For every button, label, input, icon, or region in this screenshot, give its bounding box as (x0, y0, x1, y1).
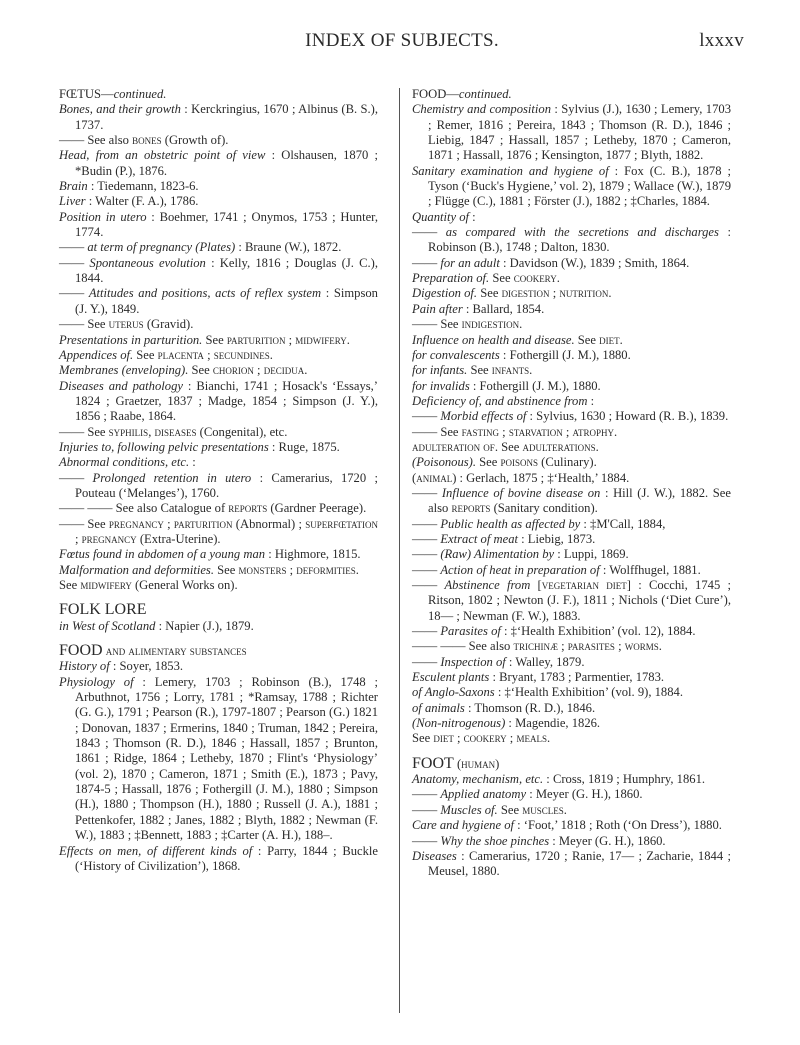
index-entry: —— Influence of bovine disease on : Hill (J. W.), 1882. See also reports (Sanitary condition). (412, 485, 731, 516)
index-entry: Position in utero : Boehmer, 1741 ; Onymos, 1753 ; Hunter, 1774. (59, 209, 378, 240)
index-entry: Head, from an obstetric point of view : Olshausen, 1870 ; *Budin (P.), 1876. (59, 148, 378, 178)
index-entry: —— See fasting ; starvation ; atrophy. (412, 424, 618, 439)
index-entry: Liver : Walter (F. A.), 1786. (59, 194, 199, 209)
index-entry: (animal) : Gerlach, 1875 ; ‡‘Health,’ 1884. (412, 470, 630, 485)
index-entry: for infants. See infants. (412, 363, 533, 378)
index-entry: —— Applied anatomy : Meyer (G. H.), 1860. (412, 787, 643, 802)
index-entry: Presentations in parturition. See parturition ; midwifery. (59, 332, 350, 347)
page-number: lxxxv (699, 30, 744, 51)
index-entry: —— Attitudes and positions, acts of reflex system : Simpson (J. Y.), 1849. (59, 286, 378, 316)
index-entry: Fœtus found in abdomen of a young man : Highmore, 1815. (59, 547, 361, 562)
index-entry: See midwifery (General Works on). (59, 578, 238, 592)
index-entry: —— Public health as affected by : ‡M'Call, 1884, (412, 516, 666, 531)
index-entry: —— Inspection of : Walley, 1879. (412, 654, 585, 669)
index-entry: —— Why the shoe pinches : Meyer (G. H.), 1860. (412, 833, 666, 848)
index-entry: —— Action of heat in preparation of : Wolffhugel, 1881. (412, 562, 701, 577)
index-heading: FOOT (human) (412, 754, 500, 772)
index-entry: —— Prolonged retention in utero : Camerarius, 1720 ; Pouteau (‘Melanges’), 1760. (59, 470, 379, 500)
index-entry: Anatomy, mechanism, etc. : Cross, 1819 ; Humphry, 1861. (412, 772, 706, 787)
index-entry: Injuries to, following pelvic presentations : Ruge, 1875. (59, 439, 340, 454)
index-entry: —— —— See also Catalogue of reports (Gardner Peerage). (59, 501, 367, 516)
index-entry: See diet ; cookery ; meals. (412, 731, 551, 746)
left-column (59, 87, 378, 874)
index-entry: for invalids : Fothergill (J. M.), 1880. (412, 378, 601, 393)
index-entry: for convalescents : Fothergill (J. M.), 1880. (412, 347, 631, 362)
index-entry: Physiology of : Lemery, 1703 ; Robinson (B.), 1748 ; Arbuthnot, 1756 ; Lorry, 1781 ; *Ramsay, 1788 ; Richter (G. G.), 1791 ; Pearson (R.), 1797-1807 ; Pearson (G.) 1821 ; Donovan, 1837 ; Ermerins, 1840 ; Truman, 1842 ; Pereira, 1843 ; Thomson (R. D.), 1846 ; Hassall, 1857 ; Brunton, 1861 ; Ridge, 1864 ; Letheby, 1870 ; Flint's ‘Physiology’ (vol. 2), 1870 ; Cameron, 1871 ; Smith (E.), 1873 ; Pavy, 1874-5 ; Hassall, 1876 ; Fothergill (J. M.), 1880 ; Simpson (H.), 1880 ; Thompson (H.), 1880 ; Russell (J. A.), 1881 ; Pettenkofer, 1882 ; Janes, 1882 ; Blyth, 1882 ; Newman (F. W.), 1883 ; ‡Bennett, 1883 ; ‡Carter (A. H.), 188–. (59, 674, 378, 843)
index-entry: —— See indigestion. (412, 317, 523, 332)
index-entry: Effects on men, of different kinds of : Parry, 1844 ; Buckle (‘History of Civilization’), 1868. (59, 843, 378, 873)
index-entry: —— See syphilis, diseases (Congenital), etc. (59, 424, 288, 439)
index-entry: adulteration of. See adulterations. (412, 439, 599, 454)
index-entry: —— Spontaneous evolution : Kelly, 1816 ; Douglas (J. C.), 1844. (59, 255, 378, 286)
index-entry: Brain : Tiedemann, 1823-6. (59, 179, 199, 194)
index-entry: —— as compared with the secretions and discharges : Robinson (B.), 1748 ; Dalton, 1830. (412, 225, 732, 255)
index-entry: —— See uterus (Gravid). (59, 317, 194, 332)
running-title: INDEX OF SUBJECTS. (305, 30, 499, 51)
index-entry: —— —— See also trichinæ ; parasites ; worms. (412, 639, 662, 654)
index-heading: FOOD and alimentary substances (59, 642, 247, 660)
index-heading: FŒTUS—continued. (59, 87, 167, 101)
right-column (412, 87, 731, 880)
index-entry: —— at term of pregnancy (Plates) : Braune (W.), 1872. (59, 240, 342, 255)
index-entry: Diseases and pathology : Bianchi, 1741 ; Hosack's ‘Essays,’ 1824 ; Graetzer, 1837 ; Madge, 1854 ; Simpson (J. Y.), 1856 ; Raabe, 1864. (59, 378, 378, 424)
index-heading: FOLK LORE (59, 601, 147, 619)
index-entry: of Anglo-Saxons : ‡‘Health Exhibition’ (vol. 9), 1884. (412, 685, 683, 700)
index-entry: Quantity of : (412, 209, 476, 224)
index-entry: —— for an adult : Davidson (W.), 1839 ; Smith, 1864. (412, 255, 690, 270)
column-divider (399, 88, 400, 1013)
index-entry: of animals : Thomson (R. D.), 1846. (412, 700, 596, 715)
index-entry: —— (Raw) Alimentation by : Luppi, 1869. (412, 547, 629, 562)
index-entry: —— See pregnancy ; parturition (Abnormal) ; superfœtation ; pregnancy (Extra-Uterine). (59, 516, 379, 546)
index-entry: (Non-nitrogenous) : Magendie, 1826. (412, 716, 601, 731)
index-entry: Chemistry and composition : Sylvius (J.), 1630 ; Lemery, 1703 ; Remer, 1816 ; Pereira, 1843 ; Thomson (R. D.), 1846 ; Liebig, 1847 ; Hassall, 1857 ; Letheby, 1870 ; Cameron, 1871 ; Hassall, 1876 ; Kensington, 1877 ; Blyth, 1882. (412, 102, 731, 163)
index-entry: in West of Scotland : Napier (J.), 1879. (59, 618, 254, 633)
index-entry: Deficiency of, and abstinence from : (412, 393, 595, 408)
index-entry: Bones, and their growth : Kerckringius, 1670 ; Albinus (B. S.), 1737. (59, 102, 378, 132)
index-entry: Care and hygiene of : ‘Foot,’ 1818 ; Roth (‘On Dress’), 1880. (412, 818, 722, 833)
index-entry: —— See also bones (Growth of). (59, 133, 229, 148)
index-entry: Abnormal conditions, etc. : (59, 455, 196, 470)
index-heading: FOOD—continued. (412, 87, 512, 101)
index-entry: Malformation and deformities. See monsters ; deformities. (59, 562, 359, 577)
index-entry: —— Abstinence from [vegetarian diet] : Cocchi, 1745 ; Ritson, 1802 ; Newton (J. F.), 1811 ; Nichols (‘Diet Cure’), 18— ; Newman (F. W.), 1883. (412, 578, 732, 623)
index-entry: Sanitary examination and hygiene of : Fox (C. B.), 1878 ; Tyson (‘Buck's Hygiene,’ vol. 2), 1879 ; Wallace (W.), 1879 ; Flügge (C.), 1881 ; Förster (J.), 1882 ; ‡Charles, 1884. (412, 163, 731, 209)
index-entry: Pain after : Ballard, 1854. (412, 301, 545, 316)
index-entry: History of : Soyer, 1853. (59, 659, 184, 674)
index-entry: Appendices of. See placenta ; secundines. (59, 347, 273, 362)
index-entry: —— Morbid effects of : Sylvius, 1630 ; Howard (R. B.), 1839. (412, 409, 729, 424)
index-entry: —— Extract of meat : Liebig, 1873. (412, 531, 596, 546)
index-entry: Preparation of. See cookery. (412, 271, 560, 286)
index-entry: Membranes (enveloping). See chorion ; decidua. (59, 363, 308, 378)
index-entry: —— Muscles of. See muscles. (412, 802, 567, 817)
index-entry: Esculent plants : Bryant, 1783 ; Parmentier, 1783. (412, 670, 665, 685)
index-entry: Digestion of. See digestion ; nutrition. (412, 286, 612, 301)
index-entry: Diseases : Camerarius, 1720 ; Ranie, 17— ; Zacharie, 1844 ; Meusel, 1880. (412, 848, 731, 879)
index-entry: (Poisonous). See poisons (Culinary). (412, 455, 597, 470)
page-header (60, 30, 744, 56)
index-entry: —— Parasites of : ‡‘Health Exhibition’ (vol. 12), 1884. (412, 624, 696, 639)
index-entry: Influence on health and disease. See diet. (412, 332, 623, 347)
